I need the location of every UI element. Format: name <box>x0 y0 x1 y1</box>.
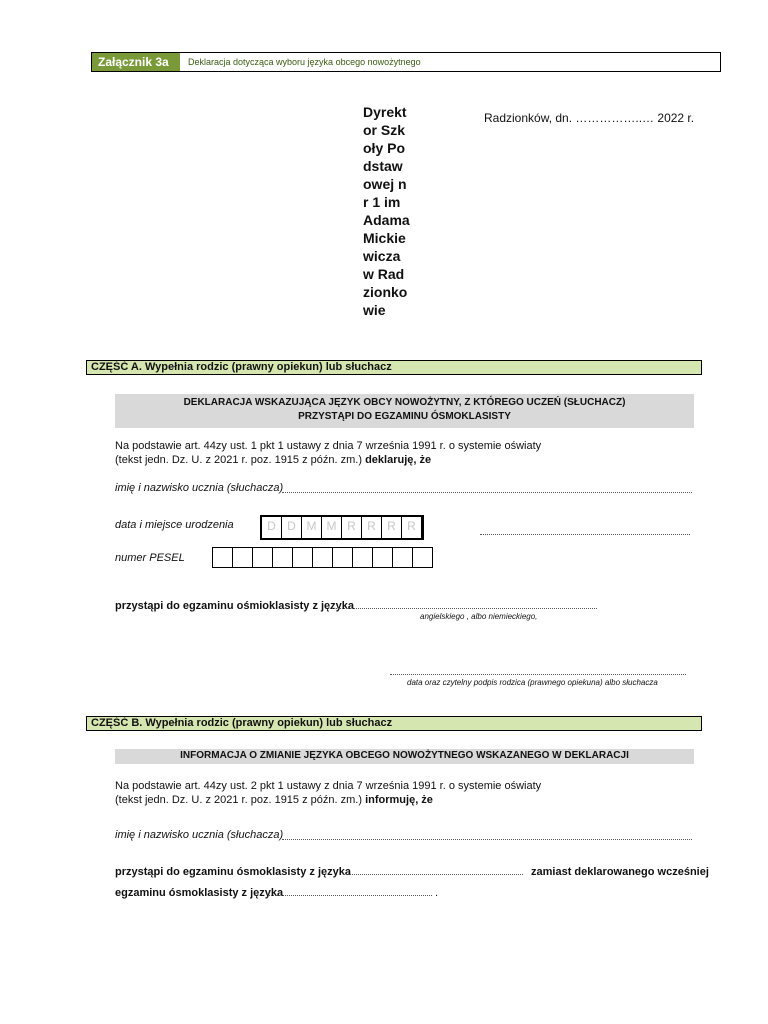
date-box-m2[interactable]: M <box>321 517 342 538</box>
part-b-basis <box>115 793 433 807</box>
date-box-r3[interactable]: R <box>381 517 402 538</box>
part-a-basis-line2: (tekst jedn. Dz. U. z 2021 r. poz. 1915 z późn. zm.) <box>115 454 363 466</box>
pesel-box[interactable] <box>392 547 413 568</box>
part-b-language-field[interactable] <box>343 864 523 875</box>
part-a-basis <box>115 453 431 467</box>
pesel-box[interactable] <box>312 547 333 568</box>
pesel-box[interactable] <box>272 547 293 568</box>
part-b-exam-label2: egzaminu ósmoklasisty z języka <box>115 887 284 899</box>
part-a-title-line1: DEKLARACJA WSKAZUJĄCA JĘZYK OBCY NOWOŻYTNY, Z KTÓREGO UCZEŃ (SŁUCHACZ) <box>183 397 626 408</box>
part-a-heading: CZĘŚĆ A. Wypełnia rodzic (prawny opiekun) lub słuchacz <box>86 360 702 375</box>
pesel-box[interactable] <box>252 547 273 568</box>
part-b-exam-label: przystąpi do egzaminu ósmoklasisty z języka <box>115 866 351 878</box>
date-box-d2[interactable]: D <box>281 517 302 538</box>
part-b-previous-language-field[interactable] <box>268 885 432 896</box>
pesel-label: numer PESEL <box>115 552 185 564</box>
pesel-box[interactable] <box>232 547 253 568</box>
birth-label: data i miejsce urodzenia <box>115 519 234 531</box>
part-b-end-mark: . <box>435 887 439 899</box>
date-box-r4[interactable]: R <box>401 517 422 538</box>
pesel-box[interactable] <box>292 547 313 568</box>
pesel-box[interactable] <box>352 547 373 568</box>
part-b-basis-line1: Na podstawie art. 44zy ust. 2 pkt 1 ustawy z dnia 7 września 1991 r. o systemie oświaty <box>115 780 542 792</box>
part-b-name-field[interactable] <box>282 829 692 840</box>
attachment-header <box>91 52 721 72</box>
date-box-r1[interactable]: R <box>341 517 362 538</box>
signature-caption: data oraz czytelny podpis rodzica (prawnego opiekuna) albo słuchacza <box>407 678 658 687</box>
part-b-title: INFORMACJA O ZMIANIE JĘZYKA OBCEGO NOWOŻYTNEGO WSKAZANEGO W DEKLARACJI <box>115 749 694 764</box>
part-a-declaration: deklaruję, że <box>365 454 432 466</box>
part-a-title <box>115 394 694 428</box>
date-box-m1[interactable]: M <box>301 517 322 538</box>
date-box-r2[interactable]: R <box>361 517 382 538</box>
part-a-title-line2: PRZYSTĄPI DO EGZAMINU ÓSMOKLASISTY <box>298 411 511 422</box>
pesel-box[interactable] <box>212 547 233 568</box>
attachment-title: Deklaracja dotycząca wyboru języka obcego nowożytnego <box>188 57 421 67</box>
part-a-name-label: imię i nazwisko ucznia (słuchacza) <box>115 482 284 494</box>
birth-place-field[interactable] <box>480 524 690 535</box>
language-hint: angielskiego , albo niemieckiego, <box>420 612 538 621</box>
attachment-tag: Załącznik 3a <box>92 53 180 71</box>
part-b-information: informuję, że <box>365 794 433 806</box>
part-a-basis-line1: Na podstawie art. 44zy ust. 1 pkt 1 ustawy z dnia 7 września 1991 r. o systemie oświaty <box>115 440 542 452</box>
part-b-instead-label: zamiast deklarowanego wcześniej <box>531 866 709 878</box>
recipient-address: Dyrektor Szkoły Podstawowej nr 1 im Adama Mickiewicza w Radzionkowie <box>363 104 410 318</box>
pesel-box[interactable] <box>372 547 393 568</box>
pesel-box[interactable] <box>332 547 353 568</box>
part-a-language-field[interactable] <box>330 598 597 609</box>
part-b-basis-line2: (tekst jedn. Dz. U. z 2021 r. poz. 1915 z późn. zm.) <box>115 794 363 806</box>
part-b-name-label: imię i nazwisko ucznia (słuchacza) <box>115 829 284 841</box>
place-date: Radzionków, dn. ……………..… 2022 r. <box>484 111 695 125</box>
date-box-d1[interactable]: D <box>261 517 282 538</box>
birth-date-boxes[interactable] <box>260 515 424 540</box>
part-a-name-field[interactable] <box>282 482 692 493</box>
part-a-exam-label: przystąpi do egzaminu ośmioklasisty z języka <box>115 600 355 612</box>
pesel-boxes[interactable] <box>213 547 433 568</box>
signature-field[interactable] <box>390 664 686 675</box>
part-b-heading: CZĘŚĆ B. Wypełnia rodzic (prawny opiekun) lub słuchacz <box>86 716 702 731</box>
pesel-box[interactable] <box>412 547 433 568</box>
